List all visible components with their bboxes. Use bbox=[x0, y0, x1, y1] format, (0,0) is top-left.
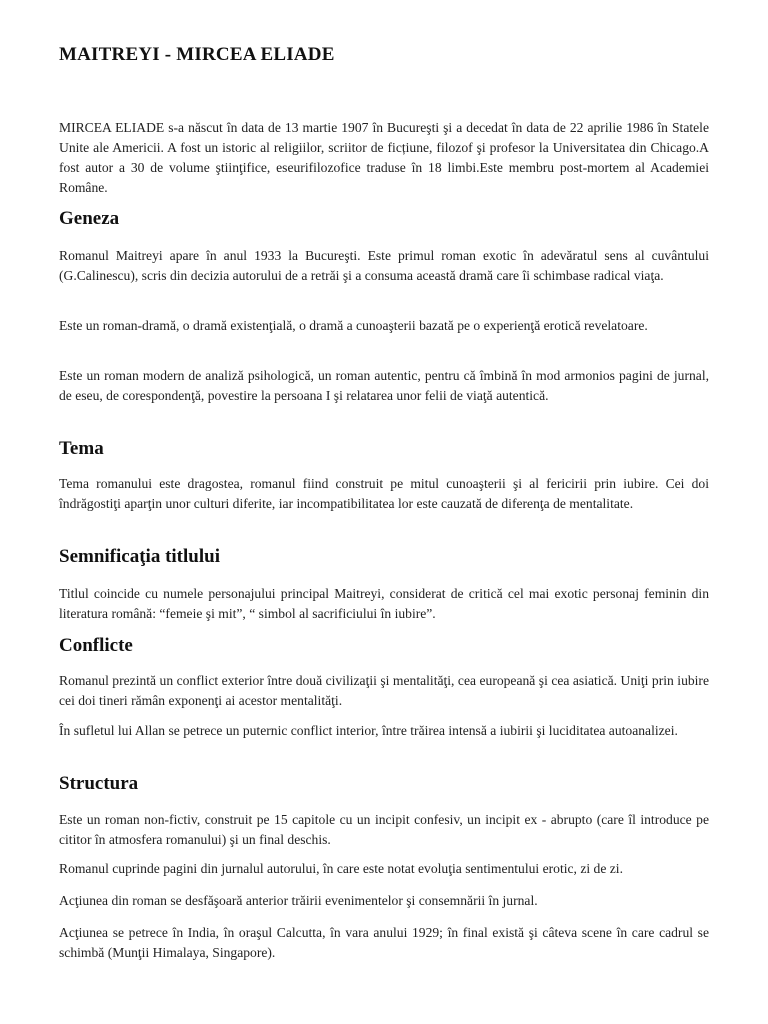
section-heading-structura: Structura bbox=[59, 773, 139, 794]
structura-paragraph-2: Romanul cuprinde pagini din jurnalul autorului, în care este notat evoluţia sentimentului erotic, zi de zi. bbox=[59, 861, 623, 876]
section-heading-geneza: Geneza bbox=[59, 208, 120, 229]
structura-paragraph-1: Este un roman non-fictiv, construit pe 15 capitole cu un incipit confesiv, un incipit ex - abrupto (care îl introduce pe cititor în atmosfera romanului) şi un final deschis. bbox=[59, 812, 709, 847]
tema-paragraph-1: Tema romanului este dragostea, romanul fiind construit pe mitul cunoaşterii şi al fericirii prin iubire. Cei doi îndrăgostiţi aparţin unor culturi diferite, iar incompatibilitatea lor este cauzată de diferenţa de mentalitate. bbox=[59, 476, 709, 511]
geneza-paragraph-3: Este un roman modern de analiză psihologică, un roman autentic, pentru că îmbină în mod armonios pagini de jurnal, de eseu, de corespondenţă, povestire la persoana I şi relatarea unor felii de viaţă autentică. bbox=[59, 368, 709, 403]
geneza-paragraph-1: Romanul Maitreyi apare în anul 1933 la Bucureşti. Este primul roman exotic în adevăratul sens al cuvântului (G.Calinescu), scris din decizia autorului de a retrăi şi a consuma această dramă care îi schimbase radical viaţa. bbox=[59, 248, 709, 283]
conflicte-paragraph-2: În sufletul lui Allan se petrece un puternic conflict interior, între trăirea intensă a iubirii şi luciditatea autoanalizei. bbox=[59, 723, 678, 738]
geneza-paragraph-2: Este un roman-dramă, o dramă existenţială, o dramă a cunoaşterii bazată pe o experienţă erotică revelatoare. bbox=[59, 318, 648, 333]
section-heading-semnificatia-titlului: Semnificaţia titlului bbox=[59, 546, 220, 567]
document-title: MAITREYI - MIRCEA ELIADE bbox=[59, 44, 335, 65]
intro-paragraph: MIRCEA ELIADE s-a născut în data de 13 martie 1907 în Bucureşti şi a decedat în data de 22 aprilie 1986 în Statele Unite ale Americii. A fost un istoric al religiilor, scriitor de ficțiune, filozof şi profesor la Universitatea din Chicago.A fost autor a 30 de volume ştiinţifice, eseurifilozofice traduse în 18 limbi.Este membru post-mortem al Academiei Române. bbox=[59, 120, 709, 195]
section-heading-conflicte: Conflicte bbox=[59, 635, 133, 656]
structura-paragraph-3: Acţiunea din roman se desfăşoară anterior trăirii evenimentelor şi consemnării în jurnal. bbox=[59, 893, 538, 908]
semnificatia-paragraph-1: Titlul coincide cu numele personajului principal Maitreyi, considerat de critică cel mai exotic personaj feminin din literatura română: “femeie şi mit”, “ simbol al sacrificiului în iubire”. bbox=[59, 586, 709, 621]
structura-paragraph-4: Acţiunea se petrece în India, în oraşul Calcutta, în vara anului 1929; în final există şi câteva scene în care cadrul se schimbă (Munţii Himalaya, Singapore). bbox=[59, 925, 709, 960]
conflicte-paragraph-1: Romanul prezintă un conflict exterior între două civilizaţii şi mentalităţi, cea europeană şi cea asiatică. Uniţi prin iubire cei doi tineri rămân exponenţi ai acestor mentalităţi. bbox=[59, 673, 709, 708]
section-heading-tema: Tema bbox=[59, 438, 104, 459]
